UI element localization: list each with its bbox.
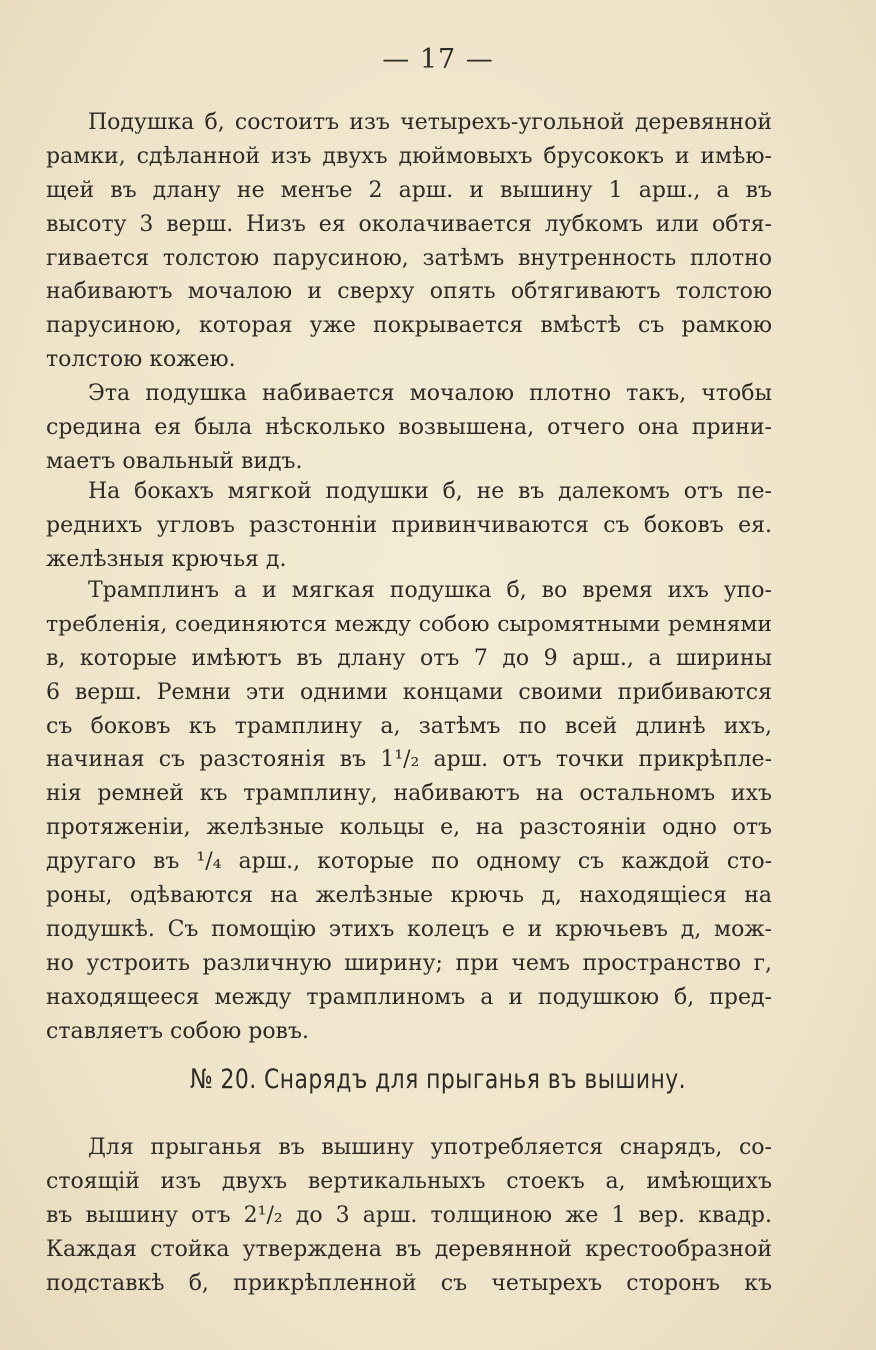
text-line: маетъ овальный видъ. <box>46 448 303 474</box>
paragraph-cushion-construction <box>46 106 772 377</box>
text-line: набиваютъ мочалою и сверху опять обтягиваютъ толстою <box>46 279 772 305</box>
text-line: средина ея была нѣсколько возвышена, отчего она прини- <box>46 414 772 440</box>
text-line: начиная съ разстоянія въ 1¹/₂ арш. отъ точки прикрѣпле- <box>46 747 772 773</box>
text-line: высоту 3 верш. Низъ ея околачивается лубкомъ или обтя- <box>46 211 772 237</box>
text-line: Для прыганья въ вышину употребляется снарядъ, со- <box>88 1135 772 1160</box>
text-line: рамки, сдѣланной изъ двухъ дюймовыхъ брусококъ и имѣю- <box>46 143 772 169</box>
text-line: протяженіи, желѣзные кольцы е, на разстояніи одно отъ <box>46 815 772 841</box>
text-line: 6 верш. Ремни эти одними концами своими прибиваются <box>46 679 772 705</box>
text-line: находящееся между трамплиномъ а и подушкою б, пред- <box>46 984 772 1010</box>
text-line: в, которые имѣютъ въ длану отъ 7 до 9 арш., а ширины <box>46 645 772 671</box>
text-line: ставляетъ собою ровъ. <box>46 1018 309 1044</box>
text-line: Трамплинъ а и мягкая подушка б, во время ихъ упо- <box>88 578 772 603</box>
paragraph-trampoline-straps <box>46 574 772 1048</box>
text-line: съ боковъ къ трамплину а, затѣмъ по всей длинѣ ихъ, <box>46 713 772 739</box>
text-line: щей въ длану не менъе 2 арш. и вышину 1 арш., а въ <box>46 177 772 203</box>
text-line: Эта подушка набивается мочалою плотно такъ, чтобы <box>88 381 772 406</box>
paragraph-side-hooks <box>46 475 772 577</box>
text-line: желѣзныя крючья д. <box>46 546 287 572</box>
page-number: — 17 — <box>382 44 494 75</box>
text-line: роны, одѣваются на желѣзные крючь д, находящіеся на <box>46 883 772 909</box>
text-line: требленія, соединяются между собою сыромятными ремнями <box>46 611 772 637</box>
text-line: Каждая стойка утверждена въ деревянной крестообразной <box>46 1236 772 1262</box>
text-line: Подушка б, состоитъ изъ четырехъ-угольной деревянной <box>88 110 772 135</box>
text-line: но устроить различную ширину; при чемъ пространство г, <box>46 950 772 976</box>
text-line: реднихъ угловъ разстонніи привинчиваются съ боковъ ея. <box>46 512 772 538</box>
text-line: парусиною, которая уже покрывается вмѣстѣ съ рамкою <box>46 313 772 339</box>
text-line: въ вышину отъ 2¹/₂ до 3 арш. толщиною же 1 вер. квадр. <box>46 1202 772 1228</box>
text-line: нія ремней къ трамплину, набиваютъ на остальномъ ихъ <box>46 781 772 807</box>
paragraph-high-jump-apparatus <box>46 1131 772 1300</box>
text-line: гивается толстою парусиною, затѣмъ внутренность плотно <box>46 245 772 271</box>
section-heading: № 20. Снарядъ для прыганья въ вышину. <box>189 1064 687 1095</box>
text-line: стоящій изъ двухъ вертикальныхъ стоекъ а, имѣющихъ <box>46 1168 772 1194</box>
text-line: На бокахъ мягкой подушки б, не въ далекомъ отъ пе- <box>88 479 772 504</box>
text-line: подставкѣ б, прикрѣпленной съ четырехъ сторонъ къ <box>46 1270 772 1296</box>
text-line: подушкѣ. Съ помощію этихъ колецъ е и крючьевъ д, мож- <box>46 916 772 942</box>
paragraph-cushion-filling <box>46 377 772 479</box>
text-line: толстою кожею. <box>46 347 236 373</box>
text-line: другаго въ ¹/₄ арш., которые по одному съ каждой сто- <box>46 849 772 875</box>
